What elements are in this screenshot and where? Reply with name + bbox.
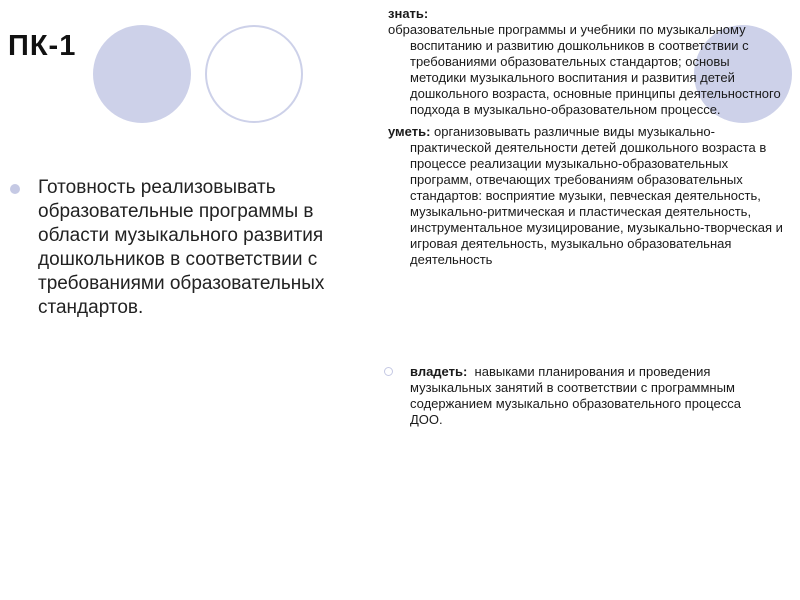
can-paragraph [388,124,788,268]
decor-circle-2 [205,25,303,123]
own-label: владеть: [410,364,468,379]
requirements-block [388,6,788,268]
competence-description: Готовность реализовывать образовательные программы в области музыкального развития дошкольников в соответствии с требованиями образовательных стандартов. [38,177,325,318]
own-text: навыками планирования и проведения музыкальных занятий в соответствии с программным содержанием музыкально образовательного процесса ДОО. [410,364,745,427]
can-text: организовывать различные виды музыкально-практической деятельности детей дошкольного возраста в процессе реализации музыкально-образовательных программ, отвечающих требованиям образовательных стандартов: восприятие музыки, певческая деятельность, музыкально-ритмическая и пластическая деятельность, инструментальное музицирование, музыкально-творческая и игровая деятельность, музыкально образовательная деятельность [410,124,783,267]
know-heading: знать: [388,6,429,21]
ring-bullet-icon [384,367,393,376]
know-text: образовательные программы и учебники по музыкальному воспитанию и развитию дошкольников в соответствии с требованиями образовательных стандартов; основы методики музыкального воспитания и развития детей дошкольного возраста, основные принципы деятельностного подхода в музыкально-образовательном процессе. [388,22,781,117]
bullet-icon [10,184,20,194]
slide-title: ПК-1 [8,30,77,62]
own-paragraph [410,364,775,428]
can-label: уметь: [388,124,431,139]
decor-circle-1 [93,25,191,123]
